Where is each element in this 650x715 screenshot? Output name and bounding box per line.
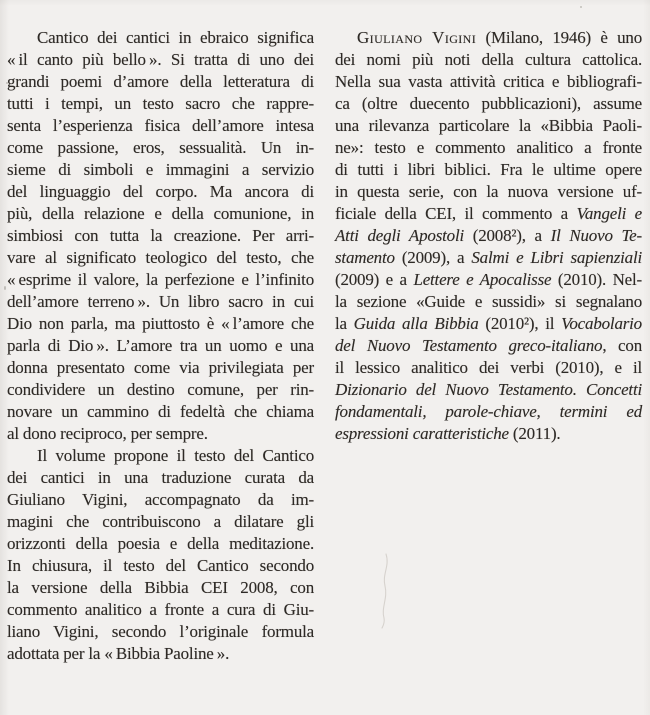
text-segment: Vangeli e (576, 204, 642, 223)
text-line (7, 247, 314, 269)
text-segment: (2009) e a (335, 270, 414, 289)
text-segment: come passione, eros, sessualità. Un in- (7, 138, 314, 157)
text-segment: fondamentali, parole-chiave, termini ed (335, 402, 642, 421)
text-segment: Lettere e Apocalisse (413, 270, 552, 289)
text-line (7, 489, 314, 511)
text-segment: parla di Dio ». L’amore tra un uomo e una (7, 336, 314, 355)
text-segment: espressioni caratteristiche (335, 424, 509, 443)
text-line (7, 445, 314, 467)
text-line (7, 49, 314, 71)
text-line (335, 181, 642, 203)
text-line (335, 401, 642, 423)
text-segment: Nella sua vasta attività critica e bibliografi- (335, 72, 642, 91)
text-segment: il lessico analitico dei verbi (2010), e il (335, 358, 642, 377)
text-line (7, 313, 314, 335)
text-segment: al dono reciproco, per sempre. (7, 424, 208, 443)
text-segment: (2010²), il (478, 314, 562, 333)
text-line (7, 291, 314, 313)
text-line (335, 93, 642, 115)
text-segment: ca (oltre duecento pubblicazioni), assume (335, 94, 642, 113)
text-segment: tutti i tempi, un testo sacro che rappre- (7, 94, 314, 113)
text-segment: dell’amore terreno ». Un libro sacro in cui (7, 292, 314, 311)
right-column (335, 27, 642, 715)
text-segment: In chiusura, il testo del Cantico secondo (7, 556, 314, 575)
scan-speck (4, 286, 6, 290)
text-line (7, 643, 314, 665)
text-segment: una rilevanza particolare la «Bibbia Paoli- (335, 116, 642, 135)
text-line (7, 225, 314, 247)
text-segment: di tutti i libri biblici. Fra le ultime opere (335, 160, 642, 179)
text-segment: (2008²), a (464, 226, 551, 245)
text-segment: (Milano, 1946) è uno (476, 28, 642, 47)
text-line (335, 159, 642, 181)
text-line (335, 49, 642, 71)
text-line (335, 137, 642, 159)
text-segment: donna presentato come via privilegiata per (7, 358, 314, 377)
left-column (7, 27, 314, 715)
text-line (335, 269, 642, 291)
text-segment: senta l’esperienza fisica dell’amore intesa (7, 116, 314, 135)
text-line (7, 335, 314, 357)
text-segment: Il Nuovo Te- (550, 226, 642, 245)
text-segment: (2009), a (394, 248, 472, 267)
author-name: Giuliano Vigini (357, 28, 477, 47)
text-line (335, 71, 642, 93)
text-segment: adottata per la « Bibbia Paoline ». (7, 644, 230, 663)
text-segment: sieme di simboli e immagini a servizio (7, 160, 314, 179)
text-line (7, 115, 314, 137)
text-line (7, 621, 314, 643)
text-line (335, 115, 642, 137)
text-line (7, 533, 314, 555)
text-line (7, 159, 314, 181)
text-segment: del Nuovo Testamento greco-italiano (335, 336, 603, 355)
text-line (7, 269, 314, 291)
text-line (7, 599, 314, 621)
text-segment: ficiale della CEI, il commento a (335, 204, 577, 223)
text-line (335, 203, 642, 225)
text-line (7, 71, 314, 93)
text-line (7, 423, 314, 445)
text-segment: Guida alla Bibbia (353, 314, 479, 333)
text-line (335, 423, 642, 445)
text-segment: novare un cammino di fedeltà che chiama (7, 402, 314, 421)
text-line (7, 203, 314, 225)
text-segment: la sezione «Guide e sussidi» si segnalano (335, 292, 642, 311)
text-segment: più, della relazione e della comunione, in (7, 204, 314, 223)
text-line (335, 247, 642, 269)
text-segment: Il volume propone il testo del Cantico (37, 446, 314, 465)
text-segment: « il canto più bello ». Si tratta di uno dei (7, 50, 314, 69)
text-segment: orizzonti della poesia e della meditazione. (7, 534, 314, 553)
text-line (7, 181, 314, 203)
text-segment: del linguaggio del corpo. Ma ancora di (7, 182, 314, 201)
text-segment: la versione della Bibbia CEI 2008, con (7, 578, 314, 597)
text-segment: in questa serie, con la nuova versione uf- (335, 182, 642, 201)
text-line (7, 93, 314, 115)
text-line (335, 379, 642, 401)
text-segment: « esprime il valore, la perfezione e l’infinito (7, 270, 314, 289)
text-segment: dei cantici in una traduzione curata da (7, 468, 314, 487)
text-line (335, 225, 642, 247)
text-segment: Atti degli Apostoli (335, 226, 464, 245)
text-segment: (2010). Nel- (551, 270, 643, 289)
text-segment: , con (602, 336, 643, 355)
text-line (7, 577, 314, 599)
text-line (7, 555, 314, 577)
text-segment: Giuliano Vigini, accompagnato da im- (7, 490, 314, 509)
text-segment: Cantico dei cantici in ebraico significa (37, 28, 314, 47)
text-segment: Dio non parla, ma piuttosto è « l’amore che (7, 314, 314, 333)
text-segment: dei nomi più noti della cultura cattolica. (335, 50, 642, 69)
text-line (7, 401, 314, 423)
text-segment: stamento (335, 248, 395, 267)
text-line (7, 511, 314, 533)
text-line (7, 357, 314, 379)
text-line (335, 291, 642, 313)
scan-speck (580, 6, 582, 8)
text-line (335, 357, 642, 379)
text-segment: la (335, 314, 354, 333)
text-line (335, 313, 642, 335)
text-segment: Salmi e Libri sapienziali (471, 248, 642, 267)
text-segment: ne»: testo e commento analitico a fronte (335, 138, 642, 157)
text-line (335, 335, 642, 357)
text-segment: (2011). (508, 424, 561, 443)
text-segment: liano Vigini, secondo l’originale formula (7, 622, 314, 641)
text-segment: Dizionario del Nuovo Testamento. Concetti (335, 380, 642, 399)
text-line (7, 467, 314, 489)
text-segment: magini che contribuiscono a dilatare gli (7, 512, 314, 531)
text-line (335, 27, 642, 49)
text-line (7, 137, 314, 159)
text-segment: Vocabolario (561, 314, 642, 333)
text-segment: condividere un destino comune, per rin- (7, 380, 314, 399)
text-line (7, 379, 314, 401)
text-segment: simbiosi con tutta la creazione. Per arri- (7, 226, 314, 245)
text-segment: grandi poemi d’amore della letteratura di (7, 72, 314, 91)
text-segment: vare al significato teologico del testo, che (7, 248, 314, 267)
text-segment: commento analitico a fronte a cura di Giu- (7, 600, 314, 619)
text-line (7, 27, 314, 49)
